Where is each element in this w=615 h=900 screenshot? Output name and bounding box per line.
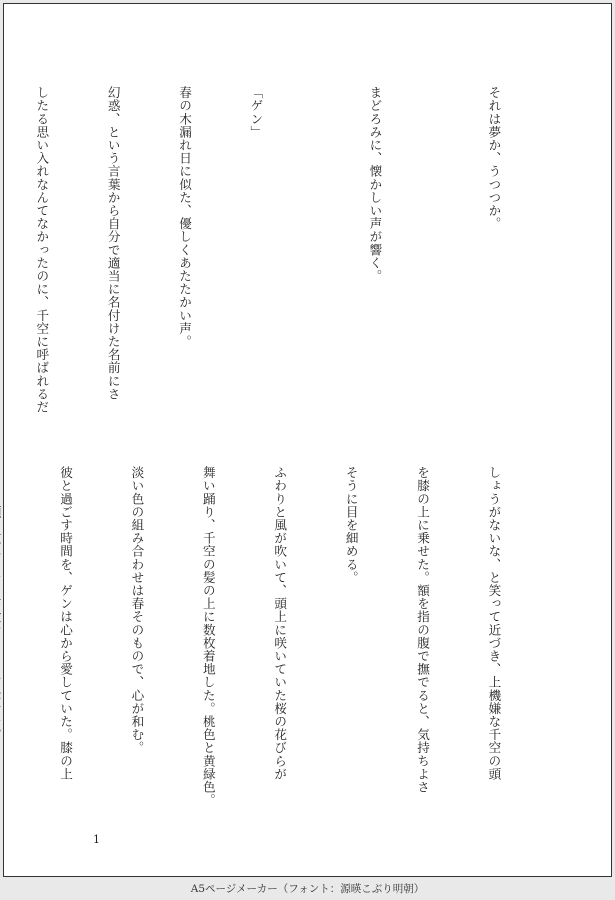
page-number: 1	[93, 833, 100, 846]
text-line: まどろみに、懐かしい声が響く。	[367, 86, 383, 283]
footer-caption: A5ページメーカー（フォント：源暎こぶり明朝）	[190, 883, 425, 895]
text-line: したる思い入れなんてなかったのに、千空に呼ばれるだ	[34, 86, 50, 414]
text-line: 「ゲン」	[248, 86, 264, 139]
text-line: そうに目を細める。	[343, 466, 359, 584]
page-sheet	[3, 3, 612, 877]
text-line: 春の木漏れ日に似た、優しくあたたかい声。	[177, 86, 193, 348]
text-line: しょうがないな、と笑って近づき、上機嫌な千空の頭	[486, 466, 502, 781]
text-line	[0, 466, 6, 810]
text-line: 幻惑、という言葉から自分で適当に名付けた名前にさ	[105, 86, 121, 401]
text-line: を膝の上に乗せた。額を指の腹で撫でると、気持ちよさ	[415, 466, 431, 794]
text-line: 彼と過ごす時間を、ゲンは心から愛していた。膝の上	[58, 466, 74, 781]
upper-text-block	[0, 86, 553, 430]
lower-text-block	[0, 466, 553, 810]
text-line: 舞い踊り、千空の髪の上に数枚着地した。桃色と黄緑色。	[200, 466, 216, 807]
text-line: それは夢か、うつつか。	[486, 86, 502, 231]
text-line: ふわりと風が吹いて、頭上に咲いていた桜の花びらが	[272, 466, 288, 781]
text-line: 淡い色の組み合わせは春そのもので、心が和む。	[129, 466, 145, 755]
